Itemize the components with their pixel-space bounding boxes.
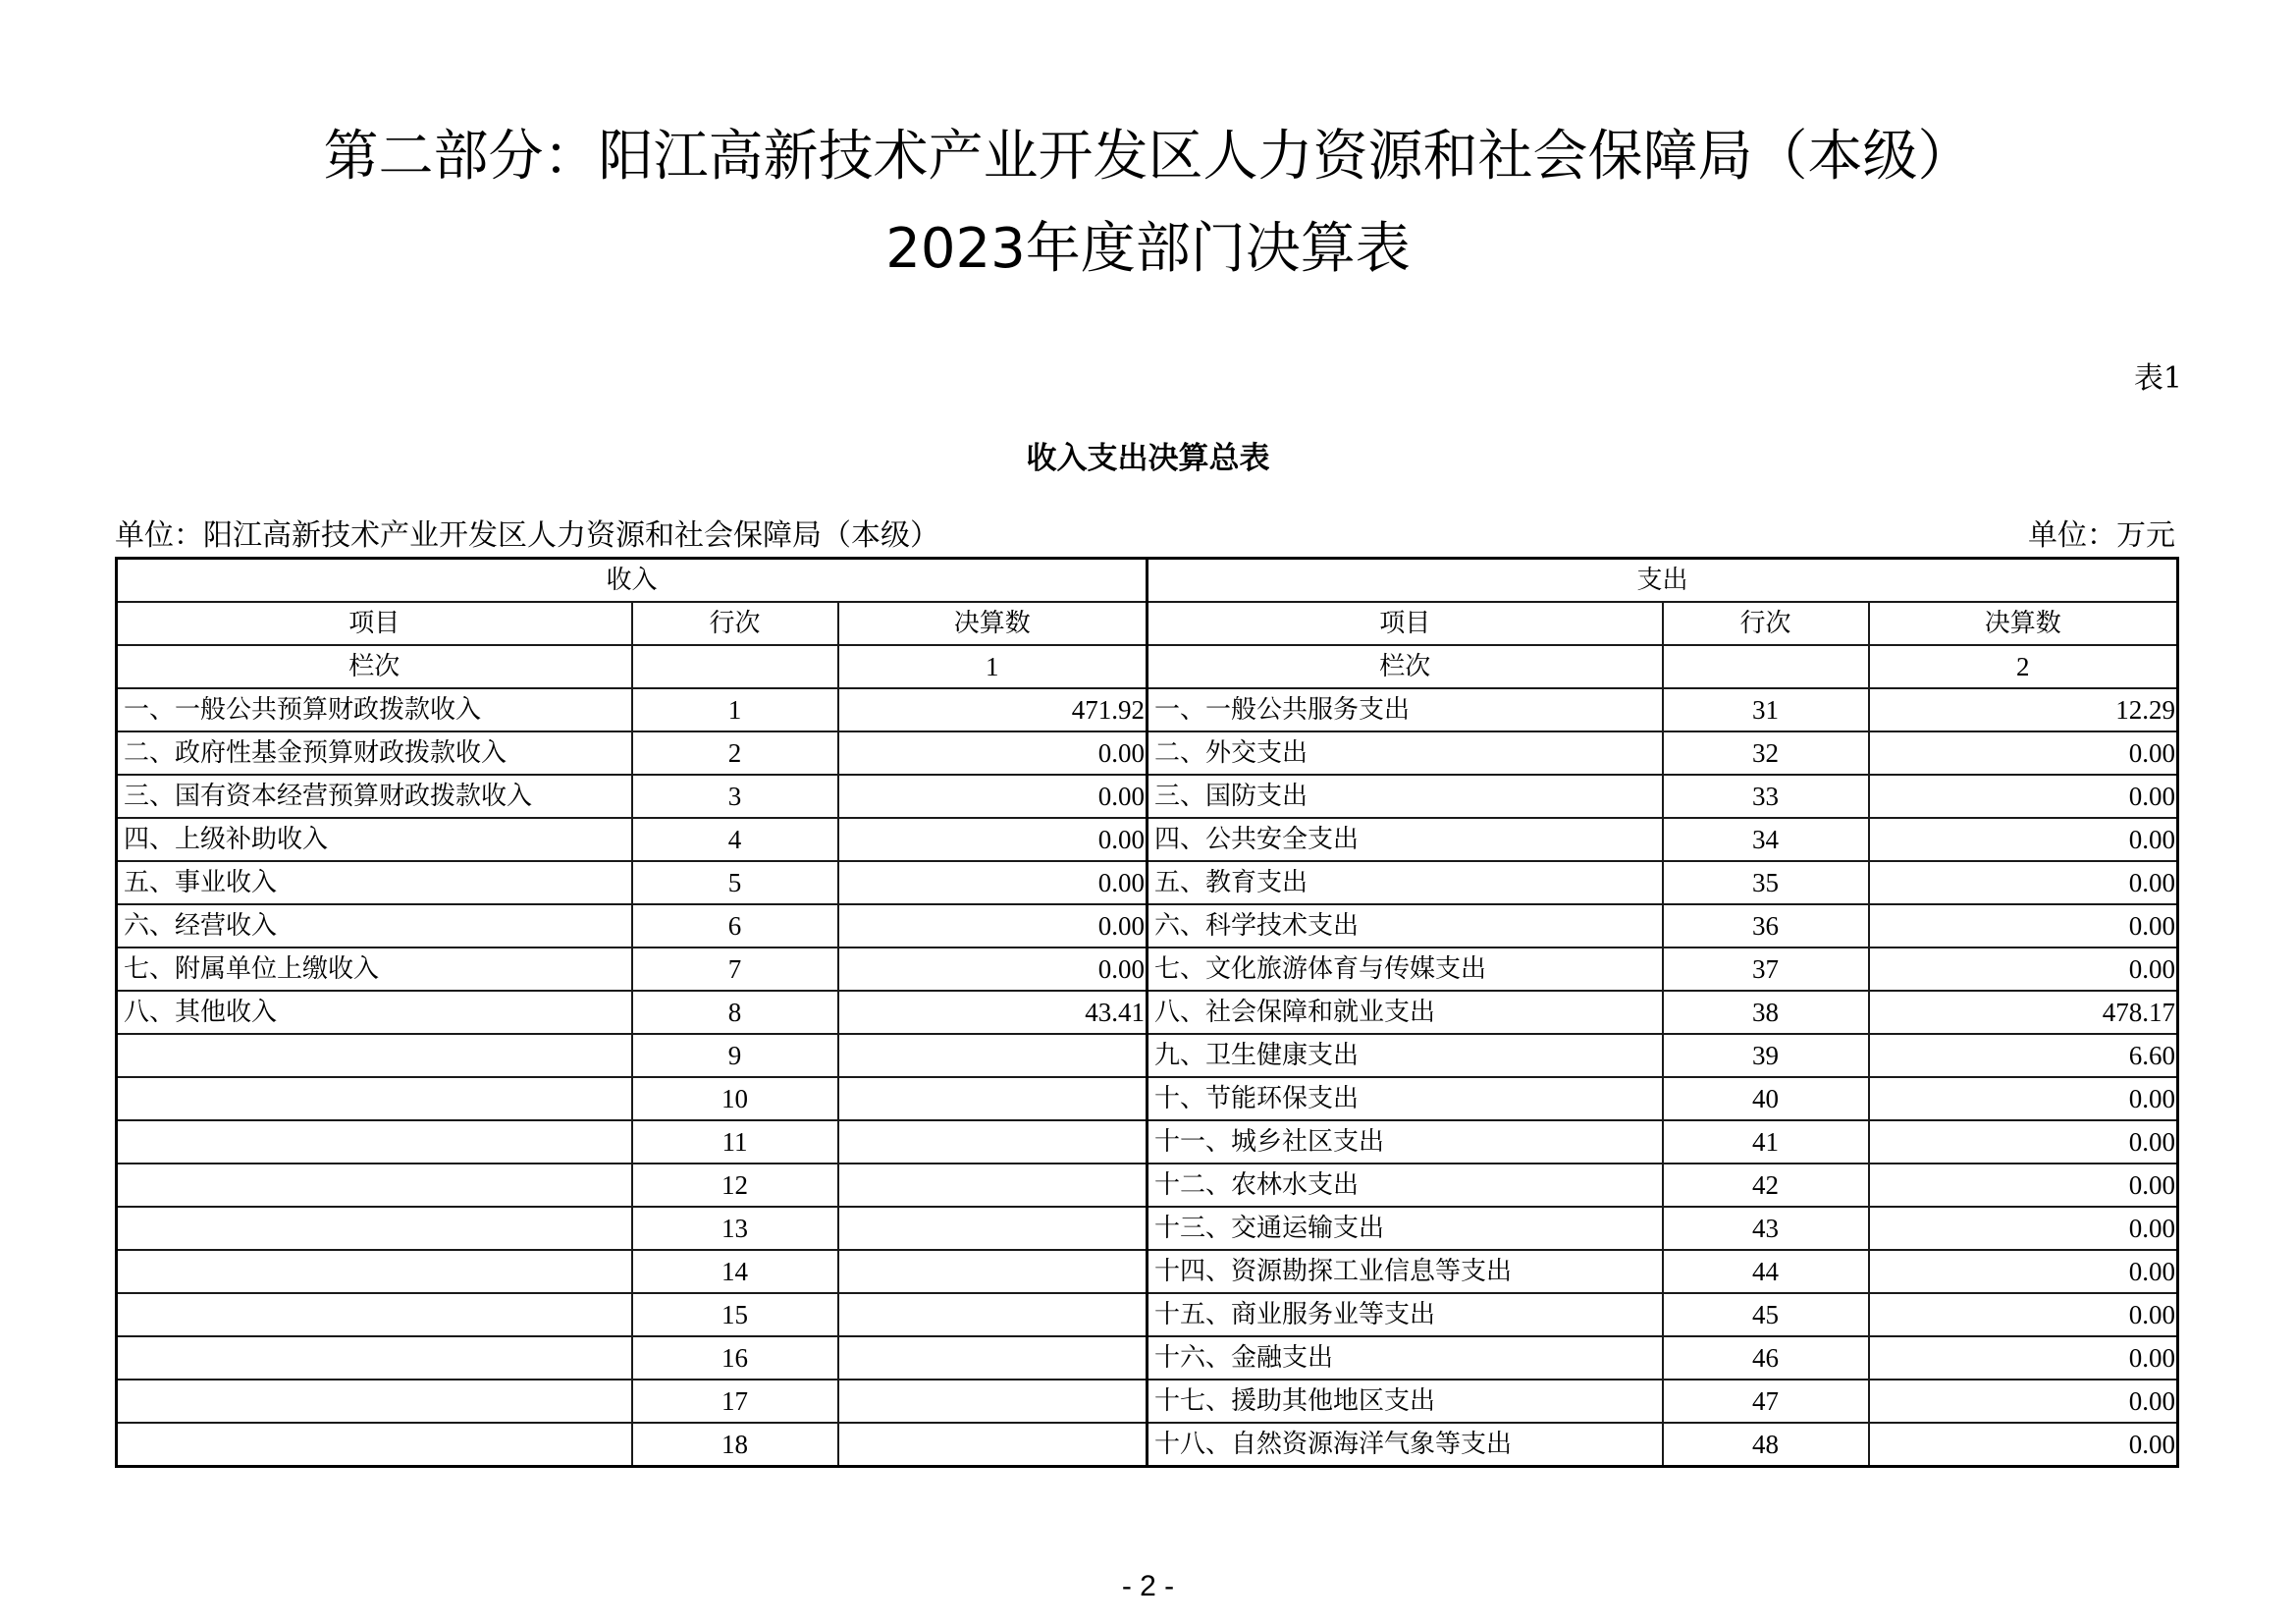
- expense-item-cell: 六、科学技术支出: [1148, 904, 1663, 947]
- income-row-no-cell: 5: [632, 861, 838, 904]
- table-row: [117, 1164, 2178, 1207]
- income-item-cell: [117, 1077, 632, 1120]
- expense-item-cell: 一、一般公共服务支出: [1148, 688, 1663, 731]
- expense-row-no-cell: 37: [1663, 947, 1869, 991]
- expense-amount-cell: 0.00: [1869, 1164, 2178, 1207]
- income-amount-cell: [838, 1336, 1148, 1380]
- table-number: 表1: [2133, 361, 2182, 396]
- income-row-no-cell: 17: [632, 1380, 838, 1423]
- currency-unit: 单位：万元: [2028, 518, 2175, 553]
- expense-row-no-cell: 42: [1663, 1164, 1869, 1207]
- income-column-index-blank: [632, 645, 838, 688]
- income-row-no-cell: 11: [632, 1120, 838, 1164]
- income-column-index-label: 栏次: [117, 645, 632, 688]
- expense-row-no-cell: 45: [1663, 1293, 1869, 1336]
- expense-amount-cell: 0.00: [1869, 1120, 2178, 1164]
- expense-amount-cell: 0.00: [1869, 904, 2178, 947]
- expense-amount-cell: 0.00: [1869, 731, 2178, 775]
- income-amount-cell: [838, 1293, 1148, 1336]
- income-row-no-cell: 16: [632, 1336, 838, 1380]
- expense-row-no-cell: 41: [1663, 1120, 1869, 1164]
- expense-row-no-cell: 43: [1663, 1207, 1869, 1250]
- table-row: [117, 1207, 2178, 1250]
- income-row-no-cell: 13: [632, 1207, 838, 1250]
- expense-item-cell: 八、社会保障和就业支出: [1148, 991, 1663, 1034]
- expense-item-cell: 五、教育支出: [1148, 861, 1663, 904]
- expense-amount-cell: 0.00: [1869, 1250, 2178, 1293]
- income-item-cell: 一、一般公共预算财政拨款收入: [117, 688, 632, 731]
- table-row: [117, 861, 2178, 904]
- page-number: - 2 -: [1121, 1570, 1175, 1602]
- income-row-no-cell: 14: [632, 1250, 838, 1293]
- income-amount-cell: 0.00: [838, 861, 1148, 904]
- income-amount-cell: [838, 1034, 1148, 1077]
- column-index-row: [117, 645, 2178, 688]
- table-row: [117, 947, 2178, 991]
- table-row: [117, 1120, 2178, 1164]
- table-row: [117, 731, 2178, 775]
- income-amount-cell: [838, 1120, 1148, 1164]
- expense-row-no-cell: 38: [1663, 991, 1869, 1034]
- income-item-cell: [117, 1034, 632, 1077]
- expense-item-cell: 二、外交支出: [1148, 731, 1663, 775]
- income-row-no-cell: 4: [632, 818, 838, 861]
- expense-item-cell: 十四、资源勘探工业信息等支出: [1148, 1250, 1663, 1293]
- income-item-cell: 四、上级补助收入: [117, 818, 632, 861]
- income-amount-cell: 43.41: [838, 991, 1148, 1034]
- income-item-cell: 六、经营收入: [117, 904, 632, 947]
- expense-column-index: 2: [1869, 645, 2178, 688]
- income-item-cell: [117, 1293, 632, 1336]
- income-amount-cell: [838, 1380, 1148, 1423]
- expense-row-no-cell: 32: [1663, 731, 1869, 775]
- table-row: [117, 1077, 2178, 1120]
- table-row: [117, 1034, 2178, 1077]
- income-row-no-cell: 12: [632, 1164, 838, 1207]
- expense-item-cell: 三、国防支出: [1148, 775, 1663, 818]
- income-item-cell: [117, 1207, 632, 1250]
- expense-amount-cell: 0.00: [1869, 947, 2178, 991]
- expense-amount-cell: 0.00: [1869, 1077, 2178, 1120]
- income-amount-cell: 0.00: [838, 731, 1148, 775]
- income-item-cell: 七、附属单位上缴收入: [117, 947, 632, 991]
- income-row-no-cell: 3: [632, 775, 838, 818]
- expense-amount-cell: 12.29: [1869, 688, 2178, 731]
- table-row: [117, 904, 2178, 947]
- expense-column-index-blank: [1663, 645, 1869, 688]
- income-item-cell: 三、国有资本经营预算财政拨款收入: [117, 775, 632, 818]
- income-row-no-cell: 2: [632, 731, 838, 775]
- expense-amount-cell: 478.17: [1869, 991, 2178, 1034]
- expense-column-index-label: 栏次: [1148, 645, 1663, 688]
- table-row: [117, 688, 2178, 731]
- expense-item-cell: 九、卫生健康支出: [1148, 1034, 1663, 1077]
- table-title: 收入支出决算总表: [1026, 441, 1270, 476]
- document-title: 第二部分：阳江高新技术产业开发区人力资源和社会保障局（本级）: [323, 125, 1973, 189]
- income-item-cell: [117, 1380, 632, 1423]
- expense-item-cell: 十六、金融支出: [1148, 1336, 1663, 1380]
- income-amount-cell: 471.92: [838, 688, 1148, 731]
- table-row: [117, 1293, 2178, 1336]
- table-row: [117, 1336, 2178, 1380]
- expense-item-cell: 十、节能环保支出: [1148, 1077, 1663, 1120]
- expense-item-cell: 十五、商业服务业等支出: [1148, 1293, 1663, 1336]
- expense-row-no-cell: 44: [1663, 1250, 1869, 1293]
- income-amount-cell: 0.00: [838, 818, 1148, 861]
- table-row: [117, 1380, 2178, 1423]
- expense-item-cell: 十八、自然资源海洋气象等支出: [1148, 1423, 1663, 1467]
- expense-row-no-cell: 47: [1663, 1380, 1869, 1423]
- expense-amount-cell: 6.60: [1869, 1034, 2178, 1077]
- expense-item-cell: 十三、交通运输支出: [1148, 1207, 1663, 1250]
- expense-row-no-cell: 31: [1663, 688, 1869, 731]
- income-row-no-cell: 10: [632, 1077, 838, 1120]
- income-amount-cell: 0.00: [838, 775, 1148, 818]
- expense-item-cell: 四、公共安全支出: [1148, 818, 1663, 861]
- expense-amount-cell: 0.00: [1869, 1423, 2178, 1467]
- expense-item-cell: 七、文化旅游体育与传媒支出: [1148, 947, 1663, 991]
- income-item-header: 项目: [117, 602, 632, 645]
- expense-row-no-cell: 48: [1663, 1423, 1869, 1467]
- income-amount-cell: [838, 1077, 1148, 1120]
- income-row-no-cell: 15: [632, 1293, 838, 1336]
- income-amount-cell: [838, 1164, 1148, 1207]
- expense-amount-cell: 0.00: [1869, 1293, 2178, 1336]
- expense-row-no-cell: 33: [1663, 775, 1869, 818]
- expense-amount-header: 决算数: [1869, 602, 2178, 645]
- income-item-cell: 二、政府性基金预算财政拨款收入: [117, 731, 632, 775]
- income-row-no-cell: 9: [632, 1034, 838, 1077]
- table-row: [117, 1423, 2178, 1467]
- income-amount-cell: [838, 1207, 1148, 1250]
- income-row-no-cell: 7: [632, 947, 838, 991]
- expense-section-header: 支出: [1148, 559, 2178, 603]
- income-item-cell: 五、事业收入: [117, 861, 632, 904]
- table-row: [117, 1250, 2178, 1293]
- income-row-no-cell: 8: [632, 991, 838, 1034]
- income-row-no-cell: 18: [632, 1423, 838, 1467]
- income-row-no-cell: 6: [632, 904, 838, 947]
- expense-row-no-header: 行次: [1663, 602, 1869, 645]
- expense-amount-cell: 0.00: [1869, 1380, 2178, 1423]
- income-item-cell: [117, 1164, 632, 1207]
- income-amount-cell: [838, 1423, 1148, 1467]
- expense-row-no-cell: 34: [1663, 818, 1869, 861]
- income-row-no-cell: 1: [632, 688, 838, 731]
- income-item-cell: 八、其他收入: [117, 991, 632, 1034]
- income-item-cell: [117, 1336, 632, 1380]
- income-amount-cell: 0.00: [838, 904, 1148, 947]
- expense-row-no-cell: 40: [1663, 1077, 1869, 1120]
- income-section-header: 收入: [117, 559, 1148, 603]
- income-item-cell: [117, 1120, 632, 1164]
- income-row-no-header: 行次: [632, 602, 838, 645]
- expense-row-no-cell: 39: [1663, 1034, 1869, 1077]
- income-expense-table: [115, 557, 2179, 1468]
- expense-item-cell: 十二、农林水支出: [1148, 1164, 1663, 1207]
- table-row: [117, 775, 2178, 818]
- document-subtitle: 2023年度部门决算表: [885, 217, 1411, 281]
- expense-amount-cell: 0.00: [1869, 1336, 2178, 1380]
- expense-row-no-cell: 35: [1663, 861, 1869, 904]
- income-amount-header: 决算数: [838, 602, 1148, 645]
- expense-amount-cell: 0.00: [1869, 818, 2178, 861]
- expense-amount-cell: 0.00: [1869, 861, 2178, 904]
- reporting-unit: 单位：阳江高新技术产业开发区人力资源和社会保障局（本级）: [115, 518, 939, 553]
- income-column-index: 1: [838, 645, 1148, 688]
- expense-amount-cell: 0.00: [1869, 775, 2178, 818]
- expense-amount-cell: 0.00: [1869, 1207, 2178, 1250]
- income-item-cell: [117, 1423, 632, 1467]
- income-amount-cell: [838, 1250, 1148, 1293]
- expense-item-cell: 十七、援助其他地区支出: [1148, 1380, 1663, 1423]
- table-row: [117, 818, 2178, 861]
- expense-row-no-cell: 36: [1663, 904, 1869, 947]
- expense-row-no-cell: 46: [1663, 1336, 1869, 1380]
- table-row: [117, 991, 2178, 1034]
- income-item-cell: [117, 1250, 632, 1293]
- section-header-row: [117, 559, 2178, 603]
- column-header-row: [117, 602, 2178, 645]
- expense-item-cell: 十一、城乡社区支出: [1148, 1120, 1663, 1164]
- expense-item-header: 项目: [1148, 602, 1663, 645]
- income-amount-cell: 0.00: [838, 947, 1148, 991]
